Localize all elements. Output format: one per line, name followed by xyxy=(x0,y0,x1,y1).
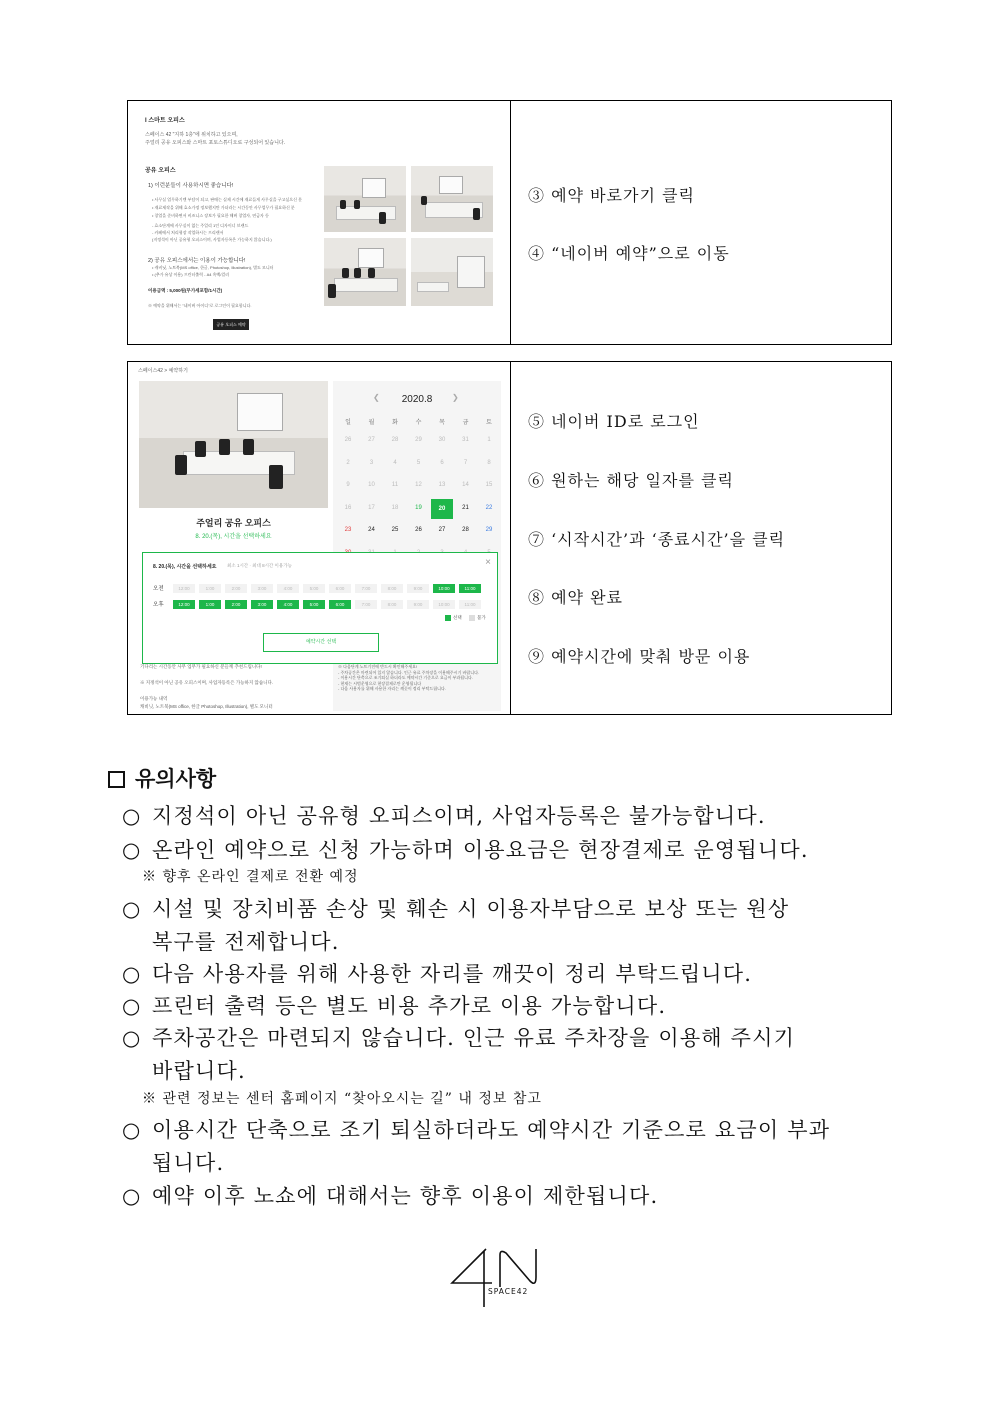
calendar-day[interactable]: 3 xyxy=(369,459,374,466)
bullet-circle-icon: ○ xyxy=(122,994,142,1018)
legend-selected: 선택 xyxy=(453,615,462,620)
legend-unavailable: 불가 xyxy=(477,615,486,620)
calendar-day[interactable]: 13 xyxy=(438,482,446,488)
foot-l2: ※ 지정석이 아닌 공유 오피스이며, 사업자등록은 가능하지 않습니다. xyxy=(140,680,274,685)
bullet-circle-icon: ○ xyxy=(122,838,142,862)
weekday-label: 금 xyxy=(462,420,469,426)
bullet-5: ○ 프린터 출력 등은 별도 비용 추가로 이용 가능합니다. xyxy=(122,994,667,1018)
am-slot[interactable]: 11:00 xyxy=(459,584,481,593)
shot1-intro2: 주얼리 공유 오피스와 스마트 포토스튜디오로 구성되어 있습니다. xyxy=(145,140,286,146)
calendar-day[interactable]: 21 xyxy=(462,504,469,511)
am-slot[interactable]: 3:00 xyxy=(251,584,273,593)
foot-r2: - 주차공간은 마련되어 있지 않습니다. 인근 유료 주차장을 이용해주시기 바랍니다. xyxy=(338,669,480,675)
shot1-p1f: (지정석이 아닌 공유형 오피스이며, 사업자등록은 가능하지 않습니다.) xyxy=(152,237,272,242)
calendar-day[interactable]: 1 xyxy=(487,437,491,443)
calendar-day[interactable]: 30 xyxy=(438,437,446,443)
calendar-day[interactable]: 20 xyxy=(431,499,453,519)
foot-l3: 이용가능 내역 xyxy=(140,696,168,701)
pm-label: 오후 xyxy=(153,602,164,608)
shot1-intro1: 스페이스 42 "지하 1층"에 위치하고 있으며, xyxy=(145,132,238,138)
calendar-day[interactable]: 6 xyxy=(440,459,444,466)
shot1-p1c: • 창업을 준비하면서 비즈니스 장보가 필요한 해버 창업자, 연금자 등 xyxy=(152,213,269,218)
calendar-day[interactable]: 5 xyxy=(416,459,421,466)
calendar-day[interactable]: 18 xyxy=(391,504,399,511)
pm-slot[interactable]: 7:00 xyxy=(355,600,377,609)
room-title: 주얼리 공유 오피스 xyxy=(196,518,271,528)
confirm-time-button[interactable]: 예약시간 선택 xyxy=(263,633,379,652)
calendar-day[interactable]: 19 xyxy=(415,504,422,511)
bullet-7-cont: 됩니다. xyxy=(152,1151,225,1175)
bullet-circle-icon: ○ xyxy=(122,962,142,986)
section-heading: 유의사항 xyxy=(108,763,216,793)
foot-l1: 기다리는 시간동안 사무 업무가 필요하신 분들께 추천드립니다! xyxy=(140,664,262,669)
bullet-circle-icon: ○ xyxy=(122,1118,142,1142)
weekday-label: 토 xyxy=(486,420,492,426)
shot1-p1b: • 재료제작을 위해 효소가정 정보했지만 가더라는 시간동안 사무업무가 필요하신 분 xyxy=(152,205,295,210)
calendar-day[interactable]: 15 xyxy=(485,482,493,488)
bullet-circle-icon: ○ xyxy=(122,804,142,828)
step-8: ⑧ 예약 완료 xyxy=(528,588,623,607)
next-month-icon[interactable]: ❯ xyxy=(452,393,459,402)
weekday-label: 수 xyxy=(415,420,422,426)
time-picker xyxy=(142,552,498,664)
calendar-day[interactable]: 14 xyxy=(462,482,469,488)
bullet-8: ○ 예약 이후 노쇼에 대해서는 향후 이용이 제한됩니다. xyxy=(122,1184,659,1208)
pm-slot[interactable]: 10:00 xyxy=(433,600,455,609)
foot-r4: - 현재는 시범운영으로 현장결제로만 운영됩니다 xyxy=(338,680,422,686)
pm-slot[interactable]: 3:00 xyxy=(251,600,273,609)
legend-unavailable-swatch xyxy=(469,615,475,621)
calendar-day[interactable]: 27 xyxy=(438,527,446,533)
bullet-2: ○ 온라인 예약으로 신청 가능하며 이용요금은 현장결제로 운영됩니다. xyxy=(122,838,809,862)
shot1-reserve-button[interactable]: 공유 오피스 예약 xyxy=(213,319,249,330)
calendar-month: 2020.8 xyxy=(401,394,433,405)
am-slot[interactable]: 10:00 xyxy=(433,584,455,593)
shot1-p2a: • 캐비닛, 노트북(MS office, 한글, Photoshop, Illustration), 별도 모니터 xyxy=(152,265,274,270)
room-photo xyxy=(139,381,328,508)
calendar-day[interactable]: 31 xyxy=(462,437,469,443)
bullet-circle-icon: ○ xyxy=(122,1184,142,1208)
shot1-p1e: - 카페에서 처리형장 작업하시는 프리랜서 xyxy=(152,230,224,235)
shot1-section: 공유 오피스 xyxy=(145,168,176,174)
foot-r1: ※ 다음단계 노트기전에 반드시 확인해주세요! xyxy=(338,664,418,669)
shot1-p1d: - 효소단계에 사무실이 없는 주얼리 1인 디자이너 브랜드 xyxy=(152,223,249,228)
calendar-day[interactable]: 11 xyxy=(391,482,399,488)
calendar-day[interactable]: 22 xyxy=(485,504,493,511)
note-2: ※ 관련 정보는 센터 홈페이지 “찾아오시는 길” 내 정보 참고 xyxy=(142,1091,542,1107)
calendar-day[interactable]: 8 xyxy=(487,459,491,466)
pm-slot[interactable]: 9:00 xyxy=(407,600,429,609)
picker-title: 8. 20.(목), 시간을 선택하세요 xyxy=(153,564,217,570)
am-label: 오전 xyxy=(153,586,164,592)
step-3: ③ 예약 바로가기 클릭 xyxy=(528,186,695,205)
bullet-6-cont: 바랍니다. xyxy=(152,1059,246,1083)
legend-selected-swatch xyxy=(445,615,451,621)
bullet-1: ○ 지정석이 아닌 공유형 오피스이며, 사업자등록은 불가능합니다. xyxy=(122,804,766,828)
bullet-circle-icon: ○ xyxy=(122,897,142,921)
calendar-day[interactable]: 24 xyxy=(368,527,375,533)
calendar-day[interactable]: 23 xyxy=(344,527,352,533)
pm-slot[interactable]: 12:00 xyxy=(173,600,195,609)
foot-r5: - 다음 사용자를 위해 사용한 자리는 깨끗이 정리 부탁드립니다. xyxy=(338,686,446,692)
pm-slot[interactable]: 5:00 xyxy=(303,600,325,609)
close-icon[interactable]: × xyxy=(485,557,491,568)
step-7: ⑦ ‘시작시간’과 ‘종료시간’을 클릭 xyxy=(528,530,786,549)
bullet-6: ○ 주차공간은 마련되지 않습니다. 인근 유료 주차장을 이용해 주시기 xyxy=(122,1026,796,1050)
shot1-title: I 스마트 오피스 xyxy=(145,118,185,124)
calendar-day[interactable]: 26 xyxy=(344,437,352,443)
calendar-day[interactable]: 29 xyxy=(485,527,493,533)
screenshot-smart-office xyxy=(128,101,511,344)
office-photo-1 xyxy=(324,166,406,232)
bullet-3-cont: 복구를 전제합니다. xyxy=(152,930,340,954)
office-photo-2 xyxy=(411,166,493,232)
calendar-day[interactable]: 29 xyxy=(415,437,422,443)
am-slot[interactable]: 9:00 xyxy=(407,584,429,593)
pm-slot[interactable]: 11:00 xyxy=(459,600,481,609)
calendar-day[interactable]: 12 xyxy=(415,482,422,488)
pm-slot[interactable]: 2:00 xyxy=(225,600,247,609)
bullet-circle-icon: ○ xyxy=(122,1026,142,1050)
am-slot[interactable]: 7:00 xyxy=(355,584,377,593)
calendar-day[interactable]: 28 xyxy=(391,437,399,443)
am-slot[interactable]: 4:00 xyxy=(277,584,299,593)
weekday-label: 일 xyxy=(345,420,351,426)
bullet-7: ○ 이용시간 단축으로 조기 퇴실하더라도 예약시간 기준으로 요금이 부과 xyxy=(122,1118,831,1142)
pm-slot[interactable]: 1:00 xyxy=(199,600,221,609)
am-slot[interactable]: 1:00 xyxy=(199,584,221,593)
bullet-3: ○ 시설 및 장치비품 손상 및 훼손 시 이용자부담으로 보상 또는 원상 xyxy=(122,897,790,921)
space42-logo-mark xyxy=(448,1247,544,1309)
step-6: ⑥ 원하는 해당 일자를 클릭 xyxy=(528,471,734,490)
shot1-point2: 2) 공유 오피스에서는 이용이 가능합니다! xyxy=(148,258,246,264)
calendar-day[interactable]: 2 xyxy=(346,459,350,466)
am-slot[interactable]: 8:00 xyxy=(381,584,403,593)
office-photo-4 xyxy=(411,238,493,306)
logo-text: SPACE42 xyxy=(488,1287,529,1296)
guide-table-top xyxy=(127,100,892,345)
am-slot[interactable]: 6:00 xyxy=(329,584,351,593)
step-4: ④ “네이버 예약”으로 이동 xyxy=(528,244,730,263)
room-subtitle: 8. 20.(목), 시간을 선택하세요 xyxy=(195,534,272,540)
am-slot[interactable]: 5:00 xyxy=(303,584,325,593)
calendar-day[interactable]: 26 xyxy=(415,527,422,533)
pm-slot[interactable]: 8:00 xyxy=(381,600,403,609)
shot1-price: 이용금액 : 5,000원(무가세포함/1시간) xyxy=(148,288,223,293)
calendar-day[interactable]: 25 xyxy=(391,527,399,533)
calendar-day[interactable]: 27 xyxy=(368,437,375,443)
weekday-label: 화 xyxy=(392,420,398,426)
breadcrumb[interactable]: 스페이스42 > 예약하기 xyxy=(138,368,188,374)
calendar-day[interactable]: 16 xyxy=(344,504,352,511)
steps-top xyxy=(511,101,891,344)
calendar-day[interactable]: 28 xyxy=(462,527,469,533)
shot1-p1a: • 사무실 업무하기엔 부담이 되고, 판매는 실제 시간에 재료들게 사무실을 구고싶으신 분 xyxy=(152,197,302,202)
calendar-day[interactable]: 9 xyxy=(346,482,350,488)
office-photo-3 xyxy=(324,238,406,306)
am-slot[interactable]: 12:00 xyxy=(173,584,195,593)
checkbox-square-icon xyxy=(108,771,125,788)
weekday-label: 월 xyxy=(368,420,375,426)
shot1-notice: ※ 예약을 위해서는 "네이버 아이디"로 로그인이 필요합니다. xyxy=(148,303,252,308)
calendar-day[interactable]: 10 xyxy=(368,482,375,488)
shot1-point1: 1) 이런분들이 사용하시면 좋습니다! xyxy=(148,183,234,189)
prev-month-icon[interactable]: ❮ xyxy=(373,393,380,402)
steps-bottom xyxy=(511,362,891,714)
picker-hint: 최소 1시간 · 최대 8시간 이용가능 xyxy=(227,563,292,568)
calendar-day[interactable]: 4 xyxy=(393,459,397,466)
shot1-p2b: • (추가 유상 이용) 프린터출력 - A4 흑백/컬러 xyxy=(152,272,230,277)
weekday-label: 목 xyxy=(439,420,445,426)
screenshot-booking xyxy=(128,362,511,714)
pm-slot[interactable]: 4:00 xyxy=(277,600,299,609)
pm-slot[interactable]: 6:00 xyxy=(329,600,351,609)
bullet-4: ○ 다음 사용자를 위해 사용한 자리를 깨끗이 정리 부탁드립니다. xyxy=(122,962,753,986)
step-9: ⑨ 예약시간에 맞춰 방문 이용 xyxy=(528,647,751,666)
step-5: ⑤ 네이버 ID로 로그인 xyxy=(528,412,700,431)
foot-l4: 캐비닛, 노트북(MS office, 한글 Photoshop, Illustration), 별도 모니터 xyxy=(140,704,273,709)
guide-table-bottom xyxy=(127,361,892,715)
calendar-day[interactable]: 7 xyxy=(463,459,468,466)
am-slot[interactable]: 2:00 xyxy=(225,584,247,593)
note-1: ※ 향후 온라인 결제로 전환 예정 xyxy=(142,869,359,885)
foot-r3: - 이용시간 단축으로 조기퇴실 하더라도 예약시간 기준으로 요금이 부과됩니다. xyxy=(338,675,473,681)
calendar-day[interactable]: 17 xyxy=(368,504,375,511)
space42-logo xyxy=(448,1247,544,1309)
